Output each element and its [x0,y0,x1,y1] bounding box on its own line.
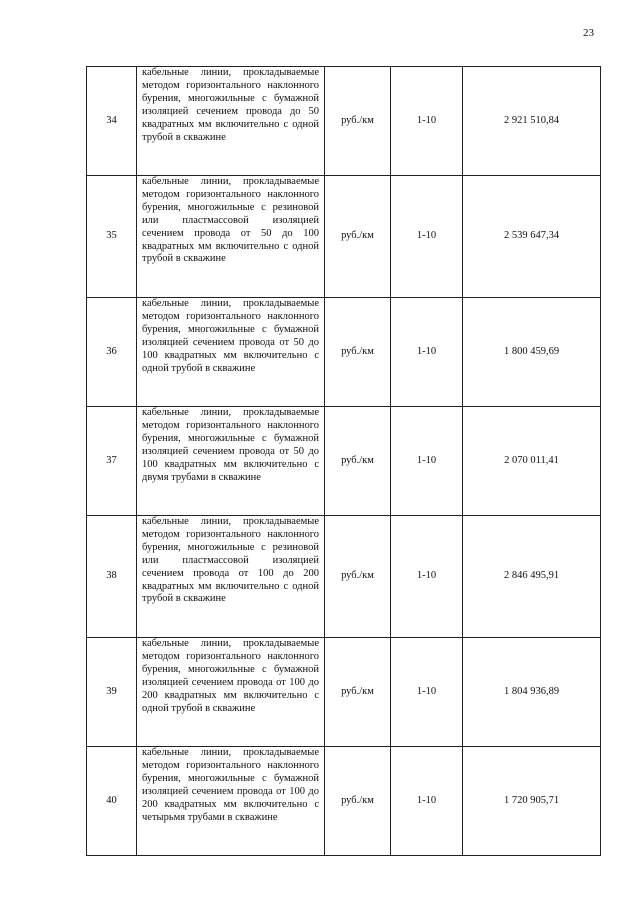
row-unit-cell: руб./км [325,638,391,747]
row-number-cell: 39 [87,638,137,747]
row-price-cell: 1 720 905,71 [463,747,601,856]
row-range-cell: 1-10 [391,407,463,516]
row-price-cell: 2 070 011,41 [463,407,601,516]
row-description-cell: кабельные линии, прокладываемые методом горизонтального наклонного бурения, многожильные с резиновой или пластмассовой изоляцией сечением провода от 50 до 100 квадратных мм включительно с одной трубой в скважине [137,176,325,298]
row-description-cell: кабельные линии, прокладываемые методом горизонтального наклонного бурения, многожильные с бумажной изоляцией сечением провода от 50 до 100 квадратных мм включительно с одной трубой в скважине [137,298,325,407]
row-number-cell: 34 [87,67,137,176]
row-description-cell: кабельные линии, прокладываемые методом горизонтального наклонного бурения, многожильные с бумажной изоляцией сечением провода от 100 до 200 квадратных мм включительно с четырьмя трубами в скважине [137,747,325,856]
row-unit-cell: руб./км [325,176,391,298]
row-price-cell: 1 804 936,89 [463,638,601,747]
row-range-cell: 1-10 [391,516,463,638]
table-row [87,298,601,407]
row-unit-cell: руб./км [325,747,391,856]
rates-table-body [87,67,601,856]
table-row [87,67,601,176]
table-row [87,407,601,516]
row-range-cell: 1-10 [391,176,463,298]
row-unit-cell: руб./км [325,67,391,176]
table-row [87,176,601,298]
row-price-cell: 1 800 459,69 [463,298,601,407]
row-unit-cell: руб./км [325,298,391,407]
row-range-cell: 1-10 [391,747,463,856]
row-price-cell: 2 846 495,91 [463,516,601,638]
table-row [87,747,601,856]
row-price-cell: 2 539 647,34 [463,176,601,298]
page-number: 23 [583,27,594,39]
row-description-cell: кабельные линии, прокладываемые методом горизонтального наклонного бурения, многожильные с резиновой или пластмассовой изоляцией сечением провода от 100 до 200 квадратных мм включительно с одной трубой в скважине [137,516,325,638]
row-number-cell: 36 [87,298,137,407]
row-description-cell: кабельные линии, прокладываемые методом горизонтального наклонного бурения, многожильные с бумажной изоляцией сечением провода до 50 квадратных мм включительно с одной трубой в скважине [137,67,325,176]
row-description-cell: кабельные линии, прокладываемые методом горизонтального наклонного бурения, многожильные с бумажной изоляцией сечением провода от 50 до 100 квадратных мм включительно с двумя трубами в скважине [137,407,325,516]
row-range-cell: 1-10 [391,638,463,747]
table-row [87,516,601,638]
row-description-cell: кабельные линии, прокладываемые методом горизонтального наклонного бурения, многожильные с бумажной изоляцией сечением провода от 100 до 200 квадратных мм включительно с одной трубой в скважине [137,638,325,747]
table-row [87,638,601,747]
row-unit-cell: руб./км [325,516,391,638]
row-number-cell: 38 [87,516,137,638]
row-number-cell: 37 [87,407,137,516]
row-range-cell: 1-10 [391,298,463,407]
row-unit-cell: руб./км [325,407,391,516]
row-number-cell: 40 [87,747,137,856]
rates-table [86,66,601,856]
row-range-cell: 1-10 [391,67,463,176]
row-price-cell: 2 921 510,84 [463,67,601,176]
row-number-cell: 35 [87,176,137,298]
